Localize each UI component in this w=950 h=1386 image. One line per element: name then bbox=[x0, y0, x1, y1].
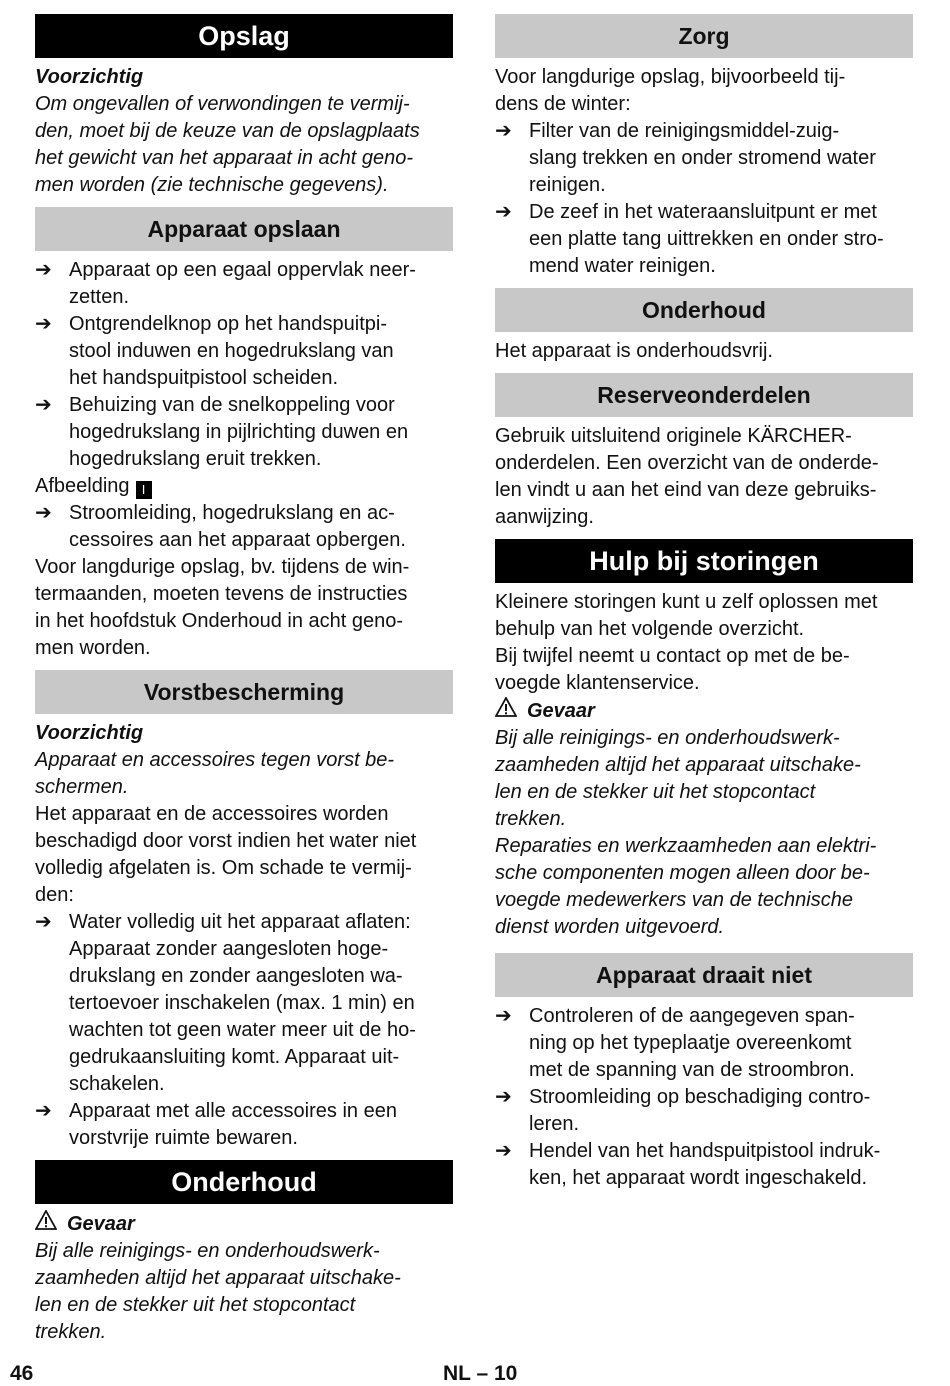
danger-label: Gevaar bbox=[67, 1213, 135, 1235]
draait-steps bbox=[495, 1003, 913, 1192]
list-item-line: Stroomleiding, hogedrukslang en ac- bbox=[69, 502, 395, 524]
text-line: termaanden, moeten tevens de instructies bbox=[35, 583, 408, 605]
text-line: len en de stekker uit het stopcontact bbox=[495, 781, 816, 803]
list-item bbox=[35, 311, 453, 392]
list-item-line: slang trekken en onder stromend water bbox=[529, 147, 876, 169]
text-line: voegde medewerkers van de technische bbox=[495, 889, 853, 911]
text-line: trekken. bbox=[35, 1321, 107, 1343]
text-line: den: bbox=[35, 884, 74, 906]
list-item-line: Apparaat zonder aangesloten hoge- bbox=[69, 938, 389, 960]
text-line: sche componenten mogen alleen door be- bbox=[495, 862, 870, 884]
arrow-right-icon: ➔ bbox=[495, 1005, 512, 1027]
list-item bbox=[35, 392, 453, 473]
heading-onderhoud: Onderhoud bbox=[495, 288, 913, 332]
list-item-line: Apparaat op een egaal oppervlak neer- bbox=[69, 259, 416, 281]
text-line: Voor langdurige opslag, bv. tijdens de win- bbox=[35, 556, 410, 578]
danger-label-row bbox=[35, 1210, 453, 1238]
list-item-line: schakelen. bbox=[69, 1073, 165, 1095]
text-line: zaamheden altijd het apparaat uitschake- bbox=[495, 754, 861, 776]
text-line: Het apparaat en de accessoires worden bbox=[35, 803, 389, 825]
vorst-steps bbox=[35, 909, 453, 1152]
text-line: men worden. bbox=[35, 637, 151, 659]
text-line: len vindt u aan het eind van deze gebruiks- bbox=[495, 479, 877, 501]
list-item-line: De zeef in het wateraansluitpunt er met bbox=[529, 201, 877, 223]
arrow-right-icon: ➔ bbox=[35, 911, 52, 933]
text-line: men worden (zie technische gegevens). bbox=[35, 174, 389, 196]
arrow-right-icon: ➔ bbox=[495, 201, 512, 223]
list-item-line: reinigen. bbox=[529, 174, 606, 196]
list-item-line: zetten. bbox=[69, 286, 130, 308]
list-item-line: Ontgrendelknop op het handspuitpi- bbox=[69, 313, 388, 335]
arrow-right-icon: ➔ bbox=[35, 502, 52, 524]
arrow-right-icon: ➔ bbox=[495, 1140, 512, 1162]
text-line: Bij alle reinigings- en onderhoudswerk- bbox=[35, 1240, 380, 1262]
page-number: 46 bbox=[10, 1362, 34, 1385]
figure-label: Afbeelding bbox=[35, 475, 130, 497]
zorg-steps bbox=[495, 118, 913, 280]
heading-apparaat-opslaan: Apparaat opslaan bbox=[35, 207, 453, 251]
list-item-line: hogedrukslang in pijlrichting duwen en bbox=[69, 421, 409, 443]
list-item bbox=[35, 1098, 453, 1152]
text-line: Bij twijfel neemt u contact op met de be- bbox=[495, 645, 850, 667]
list-item-line: Hendel van het handspuitpistool indruk- bbox=[529, 1140, 881, 1162]
heading-apparaat-draait-niet: Apparaat draait niet bbox=[495, 953, 913, 997]
opslag-caution-text bbox=[35, 91, 453, 199]
warning-triangle-icon bbox=[495, 697, 517, 725]
text-line: Gebruik uitsluitend originele KÄRCHER- bbox=[495, 425, 852, 447]
long-storage-note bbox=[35, 554, 453, 662]
vorst-body-text bbox=[35, 801, 453, 909]
reserve-text bbox=[495, 423, 913, 531]
heading-vorstbescherming: Vorstbescherming bbox=[35, 670, 453, 714]
apparaat-opslaan-steps bbox=[35, 257, 453, 473]
arrow-right-icon: ➔ bbox=[35, 1100, 52, 1122]
danger-label: Gevaar bbox=[527, 700, 595, 722]
list-item-line: stool induwen en hogedrukslang van bbox=[69, 340, 394, 362]
vorst-caution-text bbox=[35, 747, 453, 801]
arrow-right-icon: ➔ bbox=[35, 259, 52, 281]
text-line: Bij alle reinigings- en onderhoudswerk- bbox=[495, 727, 840, 749]
list-item-line: Filter van de reinigingsmiddel-zuig- bbox=[529, 120, 840, 142]
warning-triangle-icon bbox=[35, 1210, 57, 1238]
list-item-line: met de spanning van de stroombron. bbox=[529, 1059, 855, 1081]
left-column bbox=[35, 14, 453, 1346]
list-item-line: Water volledig uit het apparaat aflaten: bbox=[69, 911, 411, 933]
list-item-line: cessoires aan het apparaat opbergen. bbox=[69, 529, 406, 551]
heading-hulp-bij-storingen: Hulp bij storingen bbox=[495, 539, 913, 583]
list-item-line: Behuizing van de snelkoppeling voor bbox=[69, 394, 395, 416]
text-line: Het apparaat is onderhoudsvrij. bbox=[495, 340, 773, 362]
arrow-right-icon: ➔ bbox=[495, 1086, 512, 1108]
text-line: het gewicht van het apparaat in acht geno- bbox=[35, 147, 414, 169]
text-line: den, moet bij de keuze van de opslagplaats bbox=[35, 120, 420, 142]
list-item bbox=[35, 500, 453, 554]
text-line: schermen. bbox=[35, 776, 129, 798]
list-item-line: Apparaat met alle accessoires in een bbox=[69, 1100, 397, 1122]
text-line: len en de stekker uit het stopcontact bbox=[35, 1294, 356, 1316]
list-item bbox=[35, 257, 453, 311]
text-line: behulp van het volgende overzicht. bbox=[495, 618, 805, 640]
text-line: Voor langdurige opslag, bijvoorbeeld tij- bbox=[495, 66, 846, 88]
list-item-line: Controleren of de aangegeven span- bbox=[529, 1005, 855, 1027]
caution-label: Voorzichtig bbox=[35, 66, 144, 88]
list-item bbox=[35, 909, 453, 1098]
arrow-right-icon: ➔ bbox=[495, 120, 512, 142]
text-line: in het hoofdstuk Onderhoud in acht geno- bbox=[35, 610, 404, 632]
text-line: Reparaties en werkzaamheden aan elektri- bbox=[495, 835, 877, 857]
text-line: voegde klantenservice. bbox=[495, 672, 700, 694]
list-item-line: het handspuitpistool scheiden. bbox=[69, 367, 339, 389]
figure-reference bbox=[35, 473, 453, 500]
text-line: onderdelen. Een overzicht van de onderde- bbox=[495, 452, 879, 474]
list-item-line: ning op het typeplaatje overeenkomt bbox=[529, 1032, 852, 1054]
arrow-right-icon: ➔ bbox=[35, 313, 52, 335]
heading-onderhoud-main: Onderhoud bbox=[35, 1160, 453, 1204]
list-item-line: leren. bbox=[529, 1113, 580, 1135]
onderhoud-danger-text bbox=[35, 1238, 453, 1346]
list-item-line: vorstvrije ruimte bewaren. bbox=[69, 1127, 298, 1149]
list-item-line: tertoevoer inschakelen (max. 1 min) en bbox=[69, 992, 415, 1014]
text-line: trekken. bbox=[495, 808, 567, 830]
list-item bbox=[495, 1003, 913, 1084]
list-item bbox=[495, 1084, 913, 1138]
heading-opslag: Opslag bbox=[35, 14, 453, 58]
heading-zorg: Zorg bbox=[495, 14, 913, 58]
onderhoud-text bbox=[495, 338, 913, 365]
list-item-line: Stroomleiding op beschadiging contro- bbox=[529, 1086, 871, 1108]
arrow-right-icon: ➔ bbox=[35, 394, 52, 416]
figure-ref-badge: I bbox=[136, 481, 152, 499]
list-item bbox=[495, 1138, 913, 1192]
text-line: Apparaat en accessoires tegen vorst be- bbox=[35, 749, 395, 771]
list-item-line: mend water reinigen. bbox=[529, 255, 716, 277]
hulp-danger-text bbox=[495, 725, 913, 941]
text-line: zaamheden altijd het apparaat uitschake- bbox=[35, 1267, 401, 1289]
right-column bbox=[495, 14, 913, 1192]
language-page-code: NL – 10 bbox=[443, 1362, 518, 1385]
text-line: volledig afgelaten is. Om schade te vermij- bbox=[35, 857, 412, 879]
list-item-line: hogedrukslang eruit trekken. bbox=[69, 448, 322, 470]
list-item bbox=[495, 118, 913, 199]
apparaat-opslaan-steps-2 bbox=[35, 500, 453, 554]
text-line: dienst worden uitgevoerd. bbox=[495, 916, 725, 938]
text-line: beschadigd door vorst indien het water niet bbox=[35, 830, 417, 852]
list-item-line: gedrukaansluiting komt. Apparaat uit- bbox=[69, 1046, 400, 1068]
list-item bbox=[495, 199, 913, 280]
list-item-line: drukslang en zonder aangesloten wa- bbox=[69, 965, 403, 987]
text-line: Kleinere storingen kunt u zelf oplossen met bbox=[495, 591, 878, 613]
list-item-line: een platte tang uittrekken en onder stro- bbox=[529, 228, 884, 250]
text-line: aanwijzing. bbox=[495, 506, 594, 528]
list-item-line: wachten tot geen water meer uit de ho- bbox=[69, 1019, 416, 1041]
hulp-text bbox=[495, 589, 913, 697]
zorg-intro bbox=[495, 64, 913, 118]
danger-label-row bbox=[495, 697, 913, 725]
caution-label: Voorzichtig bbox=[35, 722, 144, 744]
list-item-line: ken, het apparaat wordt ingeschakeld. bbox=[529, 1167, 867, 1189]
heading-reserveonderdelen: Reserveonderdelen bbox=[495, 373, 913, 417]
text-line: dens de winter: bbox=[495, 93, 631, 115]
text-line: Om ongevallen of verwondingen te vermij- bbox=[35, 93, 410, 115]
